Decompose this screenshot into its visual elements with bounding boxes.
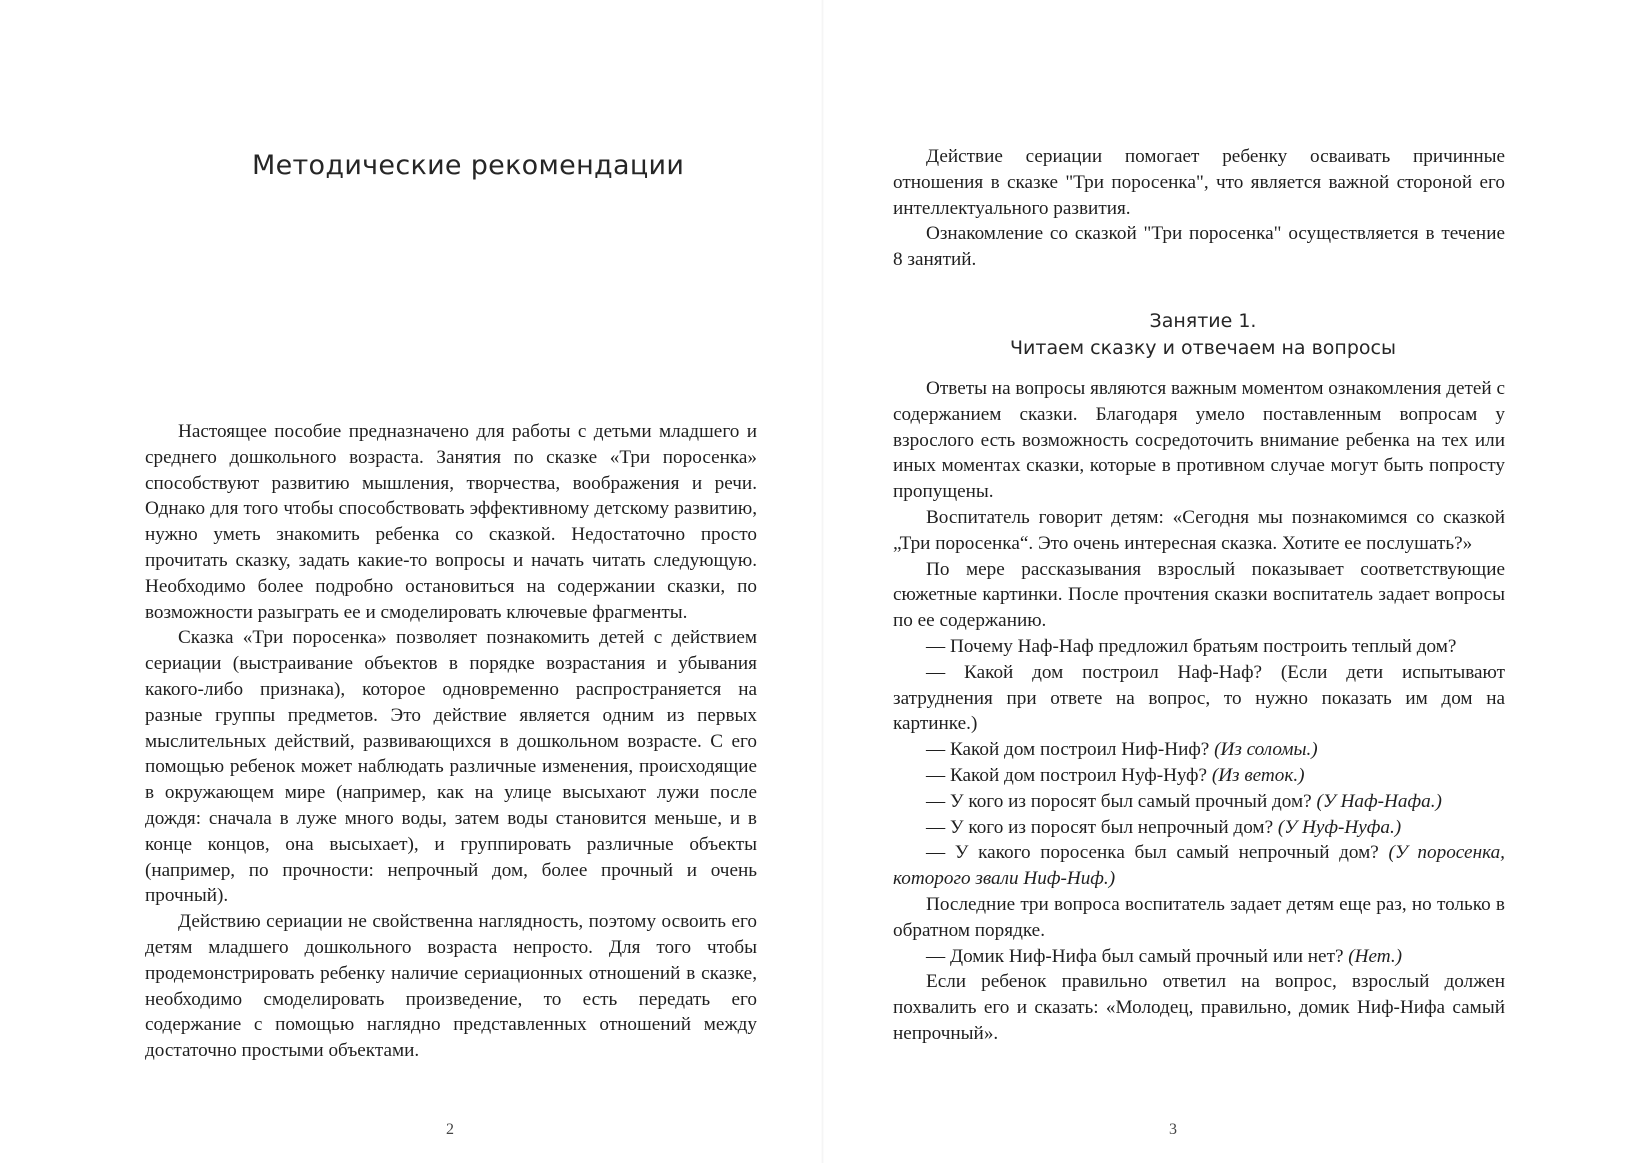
question-3	[893, 737, 1505, 763]
right-page-body	[893, 376, 1505, 1047]
paragraph-answers-importance: Ответы на вопросы являются важным моментом ознакомления детей с содержанием сказки. Благодаря умело поставленным вопросам у взрослого есть возможность сосредоточить внимание ребенка на тех или иных моментах сказки, которые в противном случае могут быть попросту пропущены.	[893, 378, 1505, 503]
question-answer: (Нет.)	[1348, 945, 1403, 967]
question-answer: (У Наф-Нафа.)	[1316, 790, 1442, 812]
question-4	[893, 763, 1505, 789]
question-text: — У какого поросенка был самый непрочный дом?	[926, 842, 1379, 864]
paragraph-teacher-intro: Воспитатель говорит детям: «Сегодня мы познакомимся со сказкой „Три поросенка“. Это очень интересная сказка. Хотите ее послушать?»	[893, 506, 1505, 554]
lesson-heading	[893, 308, 1513, 362]
page-title: Методические рекомендации	[252, 150, 685, 181]
paragraph-modeling: Действию сериации не свойственна наглядность, поэтому освоить его детям младшего дошкольного возраста непросто. Для того чтобы продемонстрировать ребенку наличие сериационных отношений в сказке, необходимо смоделировать произведение, то есть передать его содержание с помощью наглядно представленных отношений между достаточно простыми объектами.	[145, 911, 757, 1062]
lesson-subtitle: Читаем сказку и отвечаем на вопросы	[1010, 337, 1396, 359]
paragraph-storytelling: По мере рассказывания взрослый показывает соответствующие сюжетные картинки. После прочтения сказки воспитатель задает вопросы по ее содержанию.	[893, 558, 1505, 632]
question-text: — Какой дом построил Ниф-Ниф?	[926, 739, 1210, 761]
question-answer: (Из веток.)	[1211, 764, 1305, 786]
page-number-right: 3	[1169, 1121, 1177, 1138]
question-text: — У кого из поросят был самый прочный дом?	[926, 790, 1312, 812]
question-1: — Почему Наф-Наф предложил братьям построить теплый дом?	[926, 635, 1457, 657]
question-answer: (Из соломы.)	[1214, 739, 1318, 761]
question-5	[893, 789, 1505, 815]
page-number-left: 2	[446, 1121, 454, 1138]
paragraph-lesson-count: Ознакомление со сказкой "Три поросенка" осуществляется в течение 8 занятий.	[893, 223, 1505, 271]
question-answer: (У поросенка, которого звали Ниф-Ниф.)	[893, 842, 1505, 890]
left-page-body	[145, 419, 757, 1064]
paragraph-praise: Если ребенок правильно ответил на вопрос, взрослый должен похвалить его и сказать: «Молодец, правильно, домик Ниф-Нифа самый непрочный».	[893, 971, 1505, 1044]
question-6	[893, 815, 1505, 841]
right-page-intro	[893, 144, 1505, 273]
question-8	[893, 944, 1505, 970]
right-page	[823, 0, 1646, 1163]
paragraph-reverse-order: Последние три вопроса воспитатель задает детям еще раз, но только в обратном порядке.	[893, 893, 1505, 941]
question-7	[893, 840, 1505, 892]
paragraph-causal-relations: Действие сериации помогает ребенку осваивать причинные отношения в сказке "Три поросенка", что является важной стороной его интеллектуального развития.	[893, 146, 1505, 219]
question-text: — У кого из поросят был непрочный дом?	[926, 816, 1274, 838]
question-text: — Какой дом построил Нуф-Нуф?	[926, 764, 1208, 786]
paragraph-seriation: Сказка «Три поросенка» позволяет познакомить детей с действием сериации (выстраивание объектов в порядке возрастания и убывания какого-либо признака), которое одновременно распространяется на разные группы предметов. Это действие является одним из первых мыслительных действий, развивающихся в дошкольном возрасте. С его помощью ребенок может наблюдать различные изменения, происходящие в окружающем мире (например, как на улице высыхают лужи после дождя: сначала в луже много воды, затем воды становится меньше, и в конце концов, она высыхает), и группировать различные объекты (например, по прочности: непрочный дом, более прочный и очень прочный).	[145, 627, 757, 907]
paragraph-purpose: Настоящее пособие предназначено для работы с детьми младшего и среднего дошкольного возраста. Занятия по сказке «Три поросенка» способствуют развитию мышления, творчества, воображения и речи. Однако для того чтобы способствовать эффективному детскому развитию, нужно уметь знакомить ребенка со сказкой. Недостаточно просто прочитать сказку, задать какие-то вопросы и начать читать следующую. Необходимо более подробно остановиться на содержании сказки, по возможности разыграть ее и смоделировать ключевые фрагменты.	[145, 421, 757, 623]
question-text: — Домик Ниф-Нифа был самый прочный или нет?	[926, 945, 1344, 967]
lesson-title: Занятие 1.	[1149, 310, 1257, 332]
question-2: — Какой дом построил Наф-Наф? (Если дети испытывают затруднения при ответе на вопрос, то нужно показать им дом на картинке.)	[893, 661, 1505, 735]
question-answer: (У Нуф-Нуфа.)	[1277, 816, 1402, 838]
